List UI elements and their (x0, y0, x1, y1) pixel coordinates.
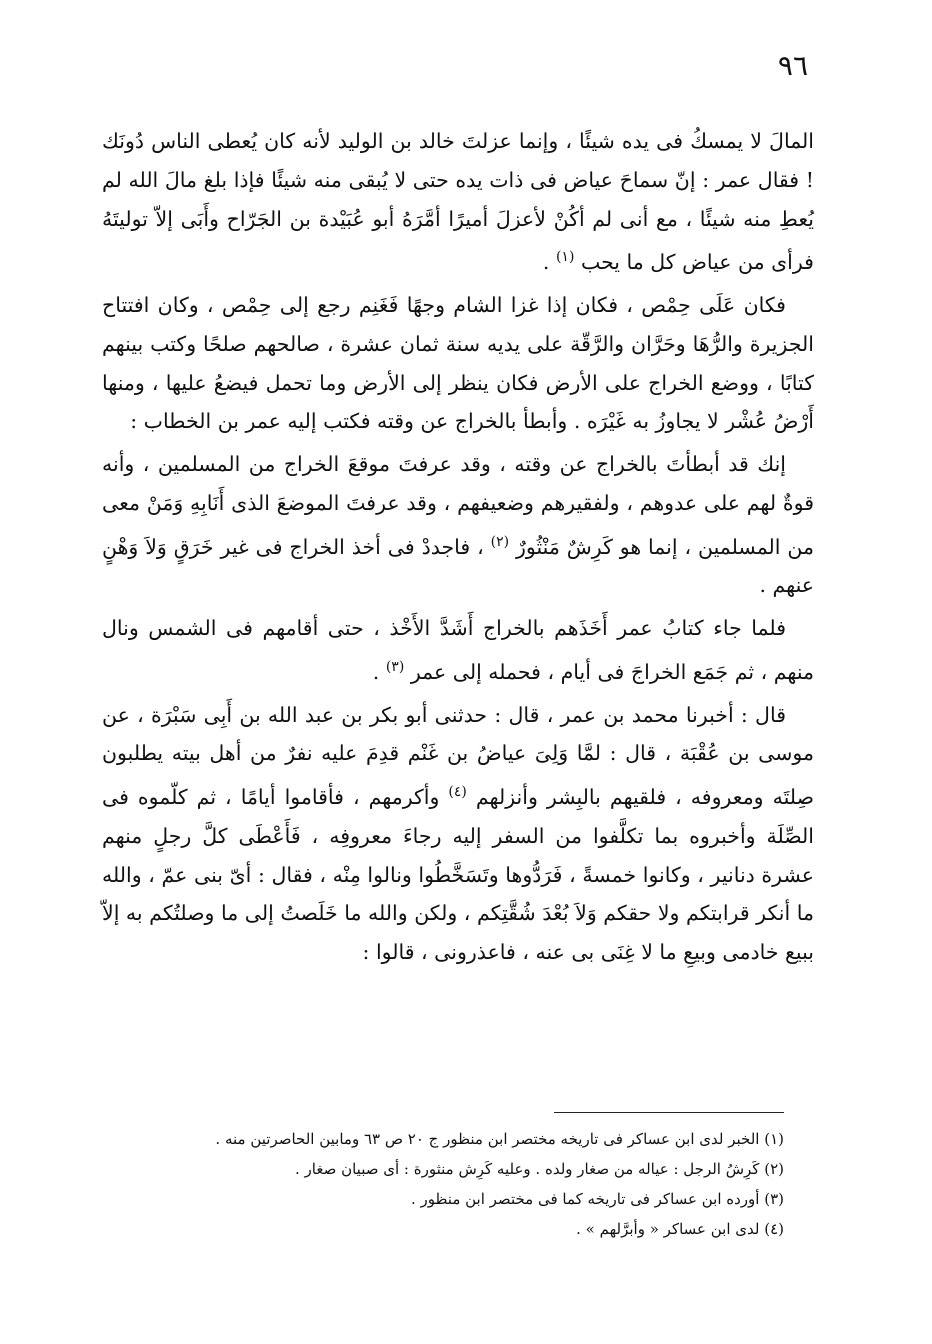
paragraph (102, 122, 814, 282)
paragraph-text: المالَ لا يمسكُ فى يده شيئًا ، وإنما عزلتَ خالد بن الوليد لأنه كان يُعطى الناس دُونَك ! فقال عمر : إنّ سماحَ عياض فى ذات يده حتى لا يُبقى منه شيئًا فإذا بلغ مالَ الله لم يُعطِ منه شيئًا ، مع أنى لم أكُنْ لأعزلَ أميرًا أمَّرَهُ أبو عُبَيْدة بن الجَرّاح وأَبَى إلاّ توليتَهُ فرأى من عياض كل ما يحب (102, 129, 814, 275)
paragraph-text-tail: . (372, 659, 386, 684)
paragraph-text: فلما جاء كتابُ عمر أَخَذَهم بالخراج أَشَدَّ الأَخْذ ، حتى أقامهم فى الشمس ونال منهم ، ثم جَمَع الخراجَ فى أيام ، فحمله إلى عمر (102, 616, 814, 684)
footnote-marker: (١) (555, 249, 575, 266)
paragraph (102, 286, 814, 441)
paragraph-text-tail: وأكرمهم ، فأقاموا أيامًا ، ثم كلّموه فى الصِّلَة وأخبروه بما تكلَّفوا من السفر إليه رجاءَ معروفِه ، فَأَعْطَى كلَّ رجلٍ منهم عشرة دنانير ، وكانوا خمسةً ، فَرَدُّوها وتَسَخَّطُوا ونالوا مِنْه ، فقال : أىّ بنى عمّ ، والله ما أنكر قرابتكم ولا حقكم وَلاَ بُعْدَ شُقَّتِكم ، ولكن والله ما خَلَصتُ إلى ما وصلتُكم به إلاّ ببيع خادمى وبيعِ ما لا غِنَى بى عنه ، فاعذرونى ، قالوا : (102, 785, 814, 965)
main-text (102, 122, 814, 976)
paragraph (102, 609, 814, 691)
footnote: (١) الخبر لدى ابن عساكر فى تاريخه مختصر ابن منظور ج ٢٠ ص ٦٣ ومابين الحاصرتين منه . (215, 1130, 784, 1148)
footnote: (٣) أورده ابن عساكر فى تاريخه كما فى مختصر ابن منظور . (410, 1190, 784, 1208)
footnote-marker: (٤) (448, 784, 467, 801)
paragraph-text: فكان عَلَى حِمْص ، فكان إذا غزا الشام وجهًا فَغَنِم رجع إلى حِمْص ، وكان افتتاح الجزيرة والرُّهَا وحَرَّان والرَّقّة على يديه سنة ثمان عشرة ، صالحهم صلحًا وكتب بينهم كتابًا ، ووضع الخراج على الأرض فكان ينظر إلى الأرض وما تحمل فيضعُ عليها ، ومنها أَرْضُ عُشْر لا يجاوزُ به غَيْرَه . وأبطأ بالخراج عن وقته فكتب إليه عمر بن الخطاب : (102, 293, 814, 434)
footnote-marker: (٢) (490, 533, 510, 550)
page-number: ٩٦ (777, 49, 808, 82)
footnote: (٤) لدى ابن عساكر « وأبرَّلهم » . (576, 1220, 784, 1238)
footnote-marker: (٣) (385, 659, 405, 676)
paragraph (102, 445, 814, 605)
paragraph-text-tail: . (542, 250, 556, 275)
paragraph-text: إنك قد أبطأتَ بالخراج عن وقته ، وقد عرفتَ موقعَ الخراج من المسلمين ، وأنه قوةٌ لهم على عدوهم ، ولفقيرهم وضعيفهم ، وقد عرفتَ الموضعَ الذى أَنَابِهِ وَمَنْ معى من المسلمين ، إنما هو كَرِشٌ مَنْثُورٌ (102, 452, 814, 559)
footnotes (80, 1124, 784, 1244)
paragraph (102, 696, 814, 972)
paragraph-text: قال : أخبرنا محمد بن عمر ، قال : حدثنى أبو بكر بن عبد الله بن أَبِى سَبْرَة ، عن موسى بن عُقْبَة ، قال : لمَّا وَلِىَ عياضُ بن غَنْم قدِمَ عليه نفرٌ من أهل بيته يطلبون صِلتَه ومعروفه ، فلقيهم بالبِشر وأنزلهم (102, 702, 814, 810)
paragraph-text-tail: ، فاجددْ فى أخذ الخراج فى غير خَرَقٍ وَلاَ وَهْنٍ عنهم . (102, 534, 814, 598)
footnote: (٢) كَرِشُ الرجل : عياله من صغار ولده . وعليه كَرِش منثورة : أى صبيان صغار . (295, 1160, 784, 1178)
footnote-separator (554, 1112, 784, 1113)
